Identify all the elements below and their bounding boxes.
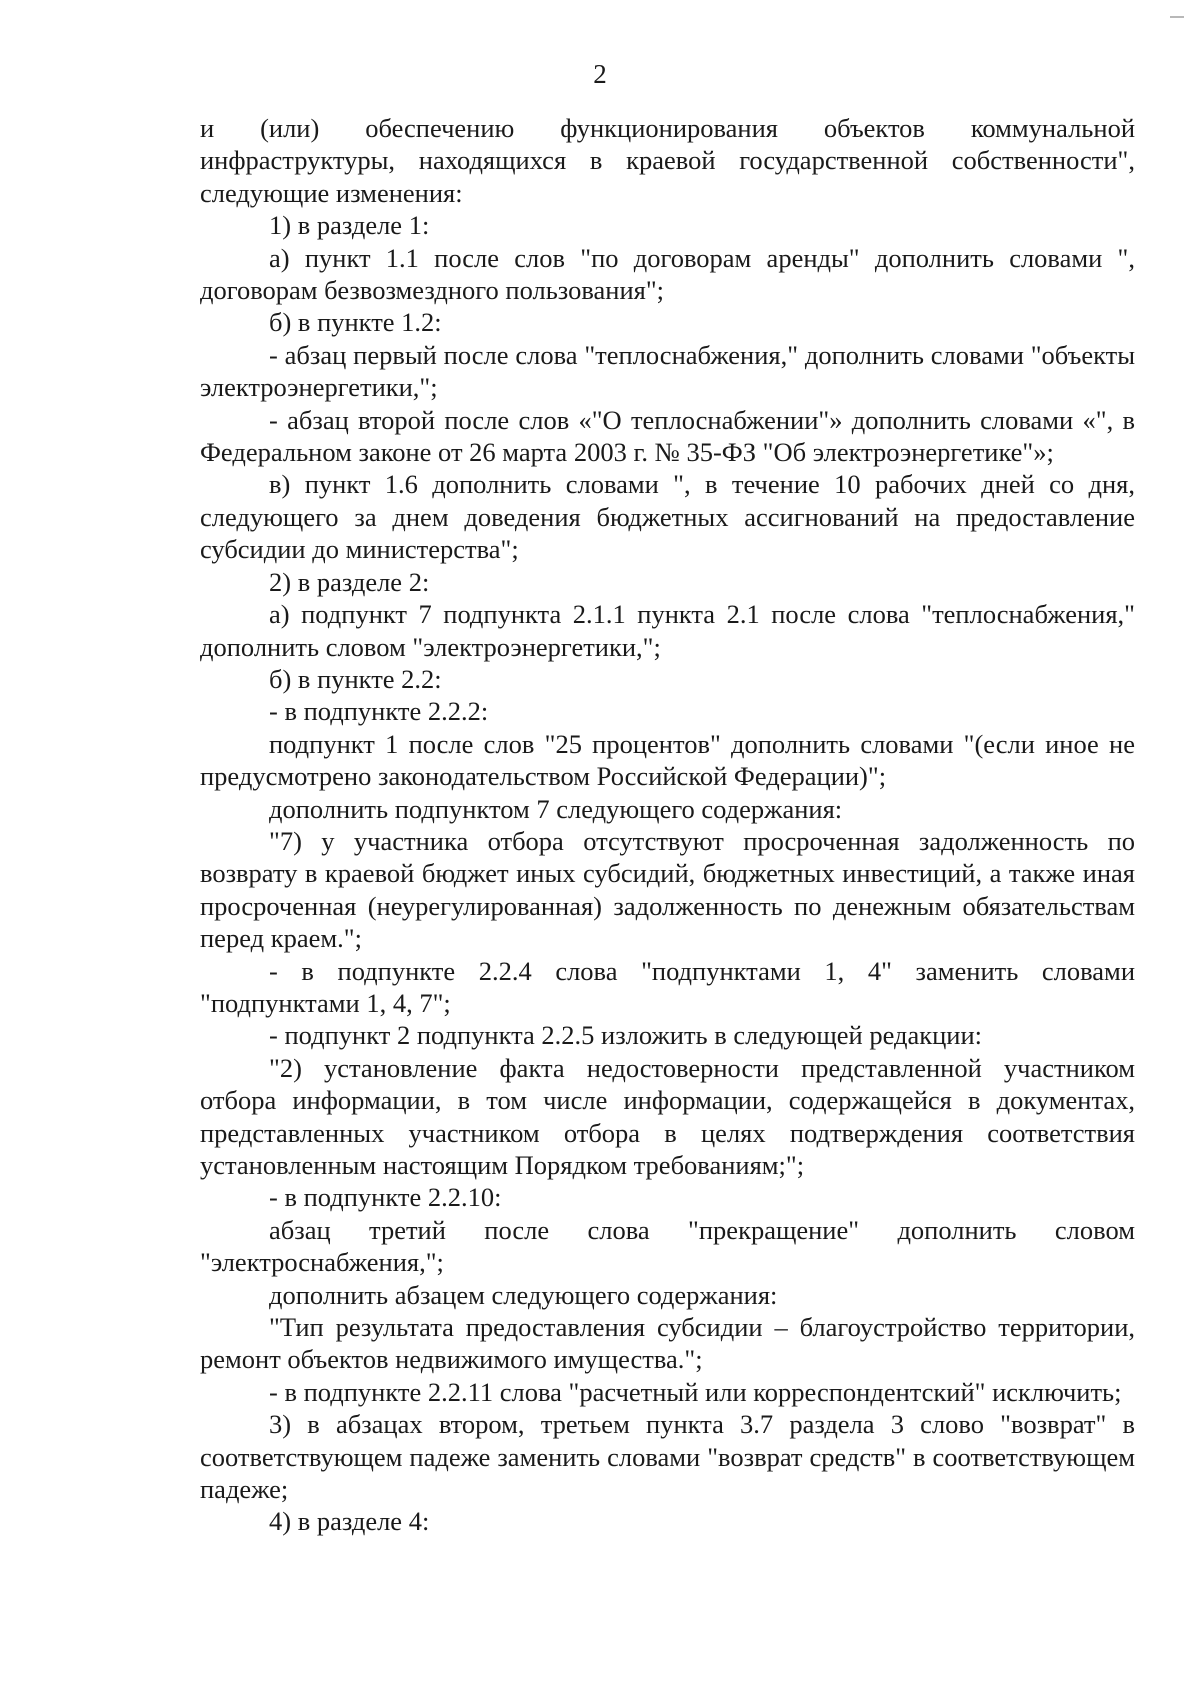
paragraph: - абзац первый после слова "теплоснабжения," дополнить словами "объекты электроэнергетики,";	[200, 339, 1135, 403]
paragraph: дополнить подпунктом 7 следующего содержания:	[269, 793, 843, 824]
paragraph: а) пункт 1.1 после слов "по договорам аренды" дополнить словами ", договорам безвозмездного пользования";	[200, 242, 1135, 306]
paragraph: 4) в разделе 4:	[269, 1506, 430, 1537]
paragraph: "Тип результата предоставления субсидии – благоустройство территории, ремонт объектов недвижимого имущества.";	[200, 1312, 1135, 1375]
paragraph: б) в пункте 1.2:	[269, 307, 442, 338]
paragraph: 2) в разделе 2:	[269, 566, 430, 597]
paragraph: - подпункт 2 подпункта 2.2.5 изложить в следующей редакции:	[269, 1020, 983, 1051]
paragraph: абзац третий после слова "прекращение" дополнить словом "электроснабжения,";	[200, 1214, 1135, 1278]
paragraph: 1) в разделе 1:	[269, 210, 430, 241]
scan-mark	[1170, 16, 1184, 18]
paragraph: подпункт 1 после слов "25 процентов" дополнить словами "(если иное не предусмотрено законодательством Российской Федерации)";	[200, 728, 1135, 792]
paragraph: а) подпункт 7 подпункта 2.1.1 пункта 2.1 после слова "теплоснабжения," дополнить словом "электроэнергетики,";	[200, 599, 1135, 662]
paragraph: 3) в абзацах втором, третьем пункта 3.7 раздела 3 слово "возврат" в соответствующем падеже заменить словами "возврат средств" в соответствующем падеже;	[200, 1409, 1135, 1505]
page-number: 2	[593, 59, 607, 89]
paragraph: - в подпункте 2.2.2:	[269, 696, 489, 727]
paragraph: - в подпункте 2.2.4 слова "подпунктами 1, 4" заменить словами "подпунктами 1, 4, 7";	[200, 955, 1135, 1018]
paragraph: в) пункт 1.6 дополнить словами ", в течение 10 рабочих дней со дня, следующего за днем доведения бюджетных ассигнований на предоставление субсидии до министерства";	[200, 469, 1135, 565]
paragraph: - в подпункте 2.2.11 слова "расчетный или корреспондентский" исключить;	[269, 1376, 1122, 1407]
paragraph: "7) у участника отбора отсутствуют просроченная задолженность по возврату в краевой бюджет иных субсидий, бюджетных инвестиций, а также иная просроченная (неурегулированная) задолженность по денежным обязательствам перед краем.";	[200, 825, 1135, 954]
paragraph: б) в пункте 2.2:	[269, 663, 442, 694]
document-body	[200, 112, 1135, 1538]
paragraph: - в подпункте 2.2.10:	[269, 1182, 502, 1213]
paragraph: и (или) обеспечению функционирования объектов коммунальной инфраструктуры, находящихся в краевой государственной собственности", следующие изменения:	[200, 113, 1135, 208]
paragraph: - абзац второй после слов «"О теплоснабжении"» дополнить словами «", в Федеральном законе от 26 марта 2003 г. № 35-ФЗ "Об электроэнергетике"»;	[200, 404, 1135, 468]
paragraph: "2) установление факта недостоверности представленной участником отбора информации, в том числе информации, содержащейся в документах, представленных участником отбора в целях подтверждения соответствия установленным настоящим Порядком требованиям;";	[200, 1052, 1135, 1180]
paragraph: дополнить абзацем следующего содержания:	[269, 1279, 778, 1310]
